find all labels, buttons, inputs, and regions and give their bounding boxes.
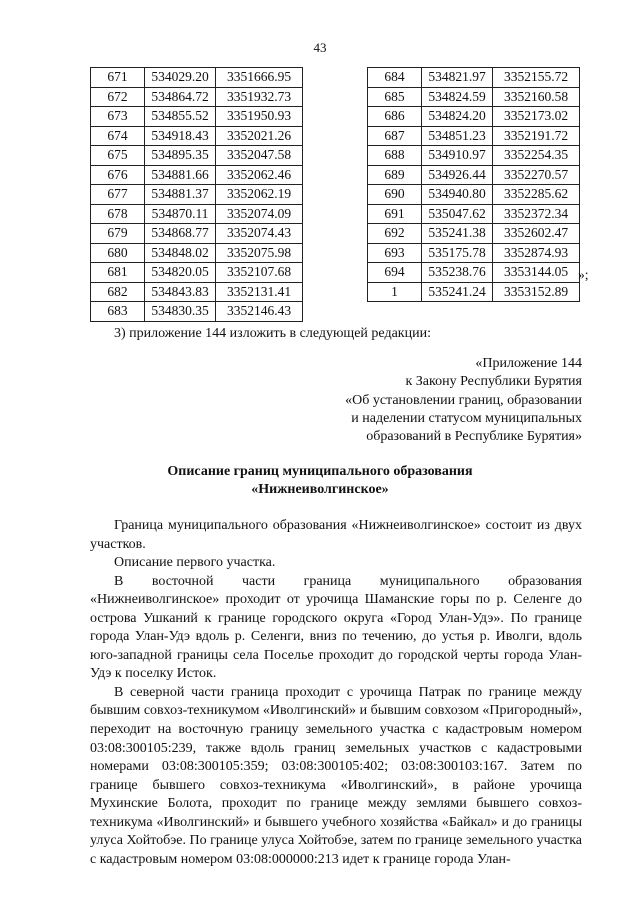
- table-row: [91, 87, 303, 107]
- point-number-cell: 672: [91, 87, 145, 107]
- appendix-line: образований в Республике Бурятия»: [366, 429, 582, 445]
- table-row: [368, 146, 580, 166]
- x-coordinate-cell: 534910.97: [422, 146, 493, 166]
- x-coordinate-cell: 534830.35: [145, 302, 216, 322]
- point-number-cell: 673: [91, 107, 145, 127]
- point-number-cell: 691: [368, 204, 422, 224]
- x-coordinate-cell: 535047.62: [422, 204, 493, 224]
- table-row: [368, 282, 580, 302]
- x-coordinate-cell: 534848.02: [145, 243, 216, 263]
- appendix-header: [345, 355, 582, 446]
- y-coordinate-cell: 3352062.46: [216, 165, 303, 185]
- point-number-cell: 679: [91, 224, 145, 244]
- table-row: [91, 224, 303, 244]
- y-coordinate-cell: 3352285.62: [493, 185, 580, 205]
- x-coordinate-cell: 534029.20: [145, 68, 216, 88]
- y-coordinate-cell: 3352062.19: [216, 185, 303, 205]
- y-coordinate-cell: 3352160.58: [493, 87, 580, 107]
- x-coordinate-cell: 534895.35: [145, 146, 216, 166]
- y-coordinate-cell: 3352191.72: [493, 126, 580, 146]
- table-row: [368, 263, 580, 283]
- table-row: [91, 282, 303, 302]
- y-coordinate-cell: 3352146.43: [216, 302, 303, 322]
- y-coordinate-cell: 3352131.41: [216, 282, 303, 302]
- table-row: [368, 165, 580, 185]
- body-text: [90, 517, 582, 869]
- y-coordinate-cell: 3352874.93: [493, 243, 580, 263]
- paragraph: В северной части граница проходит с урочища Патрак по границе между бывшим совхоз-техникумом «Иволгинский» и бывшим совхозом «Пригородный», переходит на восточную границу земельного участка с кадастровым номером 03:08:300105:239, также вдоль границ земельных участков с кадастровыми номерами 03:08:300105:359; 03:08:300105:402; 03:08:300103:167. Затем по границе бывшего совхоз-техникума «Иволгинский», в районе урочища Мухинские Болота, проходит по границе между землями бывшего совхоз-техникума «Иволгинский» и бывшего учебного хозяйства «Байкал» и до границы улуса Хойтобэе. По границе улуса Хойтобэе, затем по границе земельного участка с кадастровым номером 03:08:000000:213 идет к границе города Улан-: [90, 684, 582, 867]
- x-coordinate-cell: 534820.05: [145, 263, 216, 283]
- point-number-cell: 682: [91, 282, 145, 302]
- x-coordinate-cell: 534851.23: [422, 126, 493, 146]
- x-coordinate-cell: 534870.11: [145, 204, 216, 224]
- point-number-cell: 676: [91, 165, 145, 185]
- y-coordinate-cell: 3352173.02: [493, 107, 580, 127]
- y-coordinate-cell: 3351932.73: [216, 87, 303, 107]
- table-row: [91, 185, 303, 205]
- point-number-cell: 1: [368, 282, 422, 302]
- x-coordinate-cell: 534821.97: [422, 68, 493, 88]
- table-row: [91, 263, 303, 283]
- x-coordinate-cell: 535175.78: [422, 243, 493, 263]
- table-closing-quote: »;: [578, 267, 589, 282]
- appendix-line: к Закону Республики Бурятия: [405, 374, 582, 390]
- y-coordinate-cell: 3352021.26: [216, 126, 303, 146]
- point-number-cell: 681: [91, 263, 145, 283]
- point-number-cell: 678: [91, 204, 145, 224]
- table-row: [368, 243, 580, 263]
- x-coordinate-cell: 534940.80: [422, 185, 493, 205]
- y-coordinate-cell: 3353144.05: [493, 263, 580, 283]
- y-coordinate-cell: 3352602.47: [493, 224, 580, 244]
- table-row: [91, 165, 303, 185]
- point-number-cell: 677: [91, 185, 145, 205]
- table-row: [91, 68, 303, 88]
- point-number-cell: 689: [368, 165, 422, 185]
- y-coordinate-cell: 3352047.58: [216, 146, 303, 166]
- x-coordinate-cell: 534824.59: [422, 87, 493, 107]
- point-number-cell: 685: [368, 87, 422, 107]
- section-subtitle: «Нижнеиволгинское»: [251, 482, 389, 497]
- table-row: [91, 204, 303, 224]
- table-row: [368, 87, 580, 107]
- table-row: [91, 243, 303, 263]
- coordinates-table-left: [90, 67, 303, 322]
- table-row: [91, 302, 303, 322]
- y-coordinate-cell: 3352075.98: [216, 243, 303, 263]
- x-coordinate-cell: 534881.37: [145, 185, 216, 205]
- x-coordinate-cell: 534824.20: [422, 107, 493, 127]
- page-number: 43: [313, 40, 327, 55]
- y-coordinate-cell: 3351666.95: [216, 68, 303, 88]
- x-coordinate-cell: 535241.38: [422, 224, 493, 244]
- table-row: [368, 185, 580, 205]
- x-coordinate-cell: 534868.77: [145, 224, 216, 244]
- y-coordinate-cell: 3352254.35: [493, 146, 580, 166]
- amendment-clause: 3) приложение 144 изложить в следующей редакции:: [114, 326, 431, 341]
- point-number-cell: 684: [368, 68, 422, 88]
- appendix-line: «Приложение 144: [475, 356, 582, 371]
- y-coordinate-cell: 3352107.68: [216, 263, 303, 283]
- point-number-cell: 687: [368, 126, 422, 146]
- y-coordinate-cell: 3352270.57: [493, 165, 580, 185]
- point-number-cell: 680: [91, 243, 145, 263]
- point-number-cell: 690: [368, 185, 422, 205]
- appendix-line: и наделении статусом муниципальных: [351, 410, 582, 426]
- point-number-cell: 692: [368, 224, 422, 244]
- x-coordinate-cell: 534881.66: [145, 165, 216, 185]
- table-row: [368, 126, 580, 146]
- x-coordinate-cell: 534855.52: [145, 107, 216, 127]
- point-number-cell: 674: [91, 126, 145, 146]
- y-coordinate-cell: 3352155.72: [493, 68, 580, 88]
- point-number-cell: 694: [368, 263, 422, 283]
- appendix-line: «Об установлении границ, образовании: [345, 392, 582, 408]
- table-row: [368, 224, 580, 244]
- table-row: [368, 204, 580, 224]
- point-number-cell: 683: [91, 302, 145, 322]
- x-coordinate-cell: 534926.44: [422, 165, 493, 185]
- y-coordinate-cell: 3352074.43: [216, 224, 303, 244]
- x-coordinate-cell: 535238.76: [422, 263, 493, 283]
- table-row: [91, 146, 303, 166]
- point-number-cell: 693: [368, 243, 422, 263]
- y-coordinate-cell: 3352372.34: [493, 204, 580, 224]
- point-number-cell: 675: [91, 146, 145, 166]
- y-coordinate-cell: 3353152.89: [493, 282, 580, 302]
- table-row: [368, 107, 580, 127]
- table-row: [91, 107, 303, 127]
- paragraph: Описание первого участка.: [114, 555, 276, 571]
- y-coordinate-cell: 3352074.09: [216, 204, 303, 224]
- point-number-cell: 671: [91, 68, 145, 88]
- x-coordinate-cell: 534864.72: [145, 87, 216, 107]
- y-coordinate-cell: 3351950.93: [216, 107, 303, 127]
- coordinates-table-right: [367, 67, 580, 302]
- x-coordinate-cell: 535241.24: [422, 282, 493, 302]
- x-coordinate-cell: 534918.43: [145, 126, 216, 146]
- table-row: [368, 68, 580, 88]
- paragraph: Граница муниципального образования «Нижнеиволгинское» состоит из двух участков.: [90, 518, 582, 552]
- point-number-cell: 686: [368, 107, 422, 127]
- paragraph: В восточной части граница муниципального образования «Нижнеиволгинское» проходит от урочища Шаманские горы по р. Селенге до острова Ушканий к границе городского округа «Город Улан-Удэ». По границе города Улан-Удэ вдоль р. Селенги, вниз по течению, до устья р. Иволги, вдоль юго-западной границы села Поселье проходит до городской черты города Улан-Удэ к поселку Исток.: [90, 573, 582, 682]
- section-title: Описание границ муниципального образования: [167, 464, 473, 479]
- point-number-cell: 688: [368, 146, 422, 166]
- table-row: [91, 126, 303, 146]
- x-coordinate-cell: 534843.83: [145, 282, 216, 302]
